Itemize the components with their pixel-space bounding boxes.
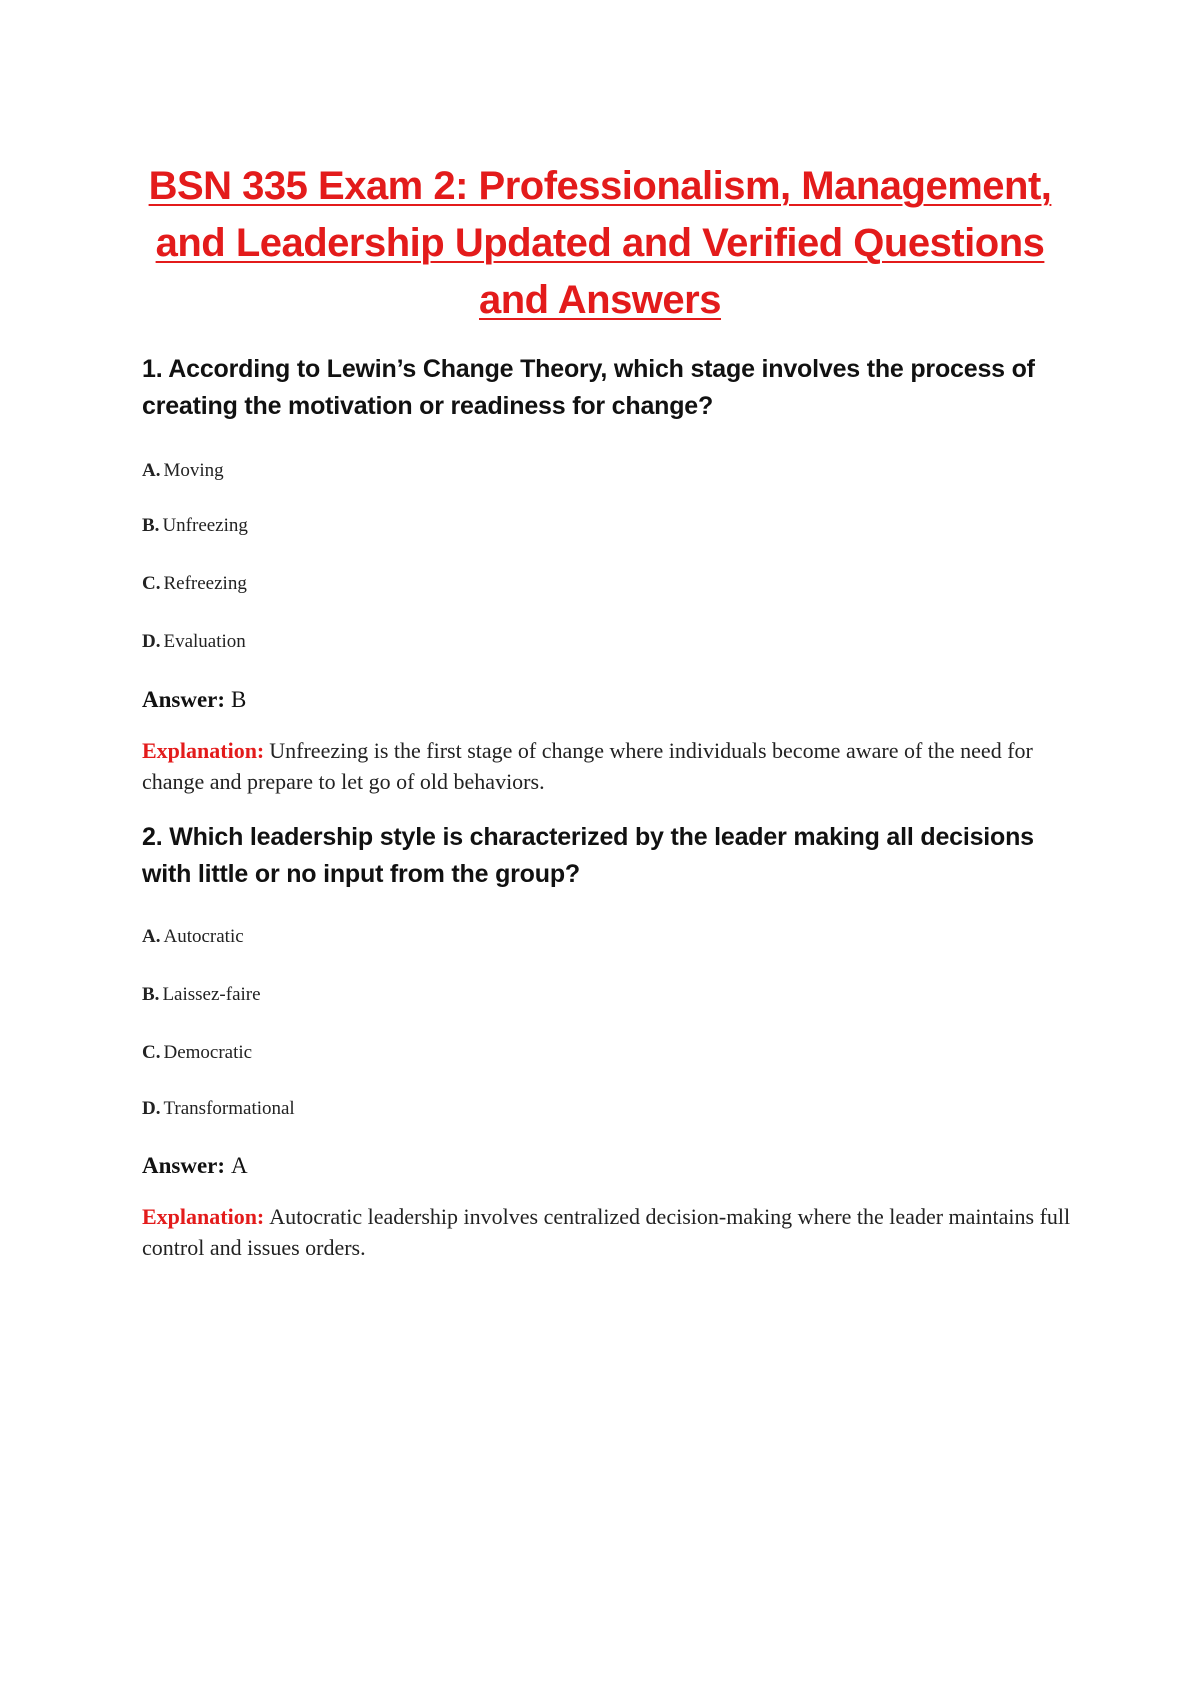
option-text: Democratic — [163, 1042, 253, 1063]
option-text: Refreezing — [163, 573, 247, 594]
answer-label: Answer: — [142, 1153, 226, 1178]
question-2-answer — [142, 1152, 248, 1180]
option-text: Laissez-faire — [162, 984, 261, 1005]
document-title: BSN 335 Exam 2: Professionalism, Management, and Leadership Updated and Verified Questions and Answers — [148, 164, 1052, 322]
option-letter: A. — [142, 926, 161, 947]
option-letter: D. — [142, 631, 161, 652]
question-2-option-d — [142, 1097, 295, 1121]
question-1-option-d — [142, 630, 246, 654]
explanation-label: Explanation: — [142, 738, 265, 763]
question-1-answer — [142, 686, 246, 714]
option-text: Moving — [163, 460, 224, 481]
explanation-text: Unfreezing is the first stage of change where individuals become aware of the need for change and prepare to let go of old behaviors. — [142, 738, 1033, 794]
option-text: Evaluation — [163, 631, 246, 652]
option-letter: C. — [142, 573, 161, 594]
option-letter: B. — [142, 515, 160, 536]
question-2-option-a — [142, 925, 244, 949]
question-2-option-c — [142, 1041, 252, 1065]
question-1-option-a — [142, 459, 224, 483]
option-letter: C. — [142, 1042, 161, 1063]
answer-value: A — [231, 1153, 248, 1178]
question-1-explanation — [142, 735, 1072, 797]
question-1-option-b — [142, 514, 248, 538]
explanation-label: Explanation: — [142, 1204, 265, 1229]
option-letter: D. — [142, 1098, 161, 1119]
explanation-text: Autocratic leadership involves centralized decision-making where the leader maintains full control and issues orders. — [142, 1204, 1071, 1260]
option-letter: A. — [142, 460, 161, 481]
answer-label: Answer: — [142, 687, 226, 712]
question-1-option-c — [142, 572, 247, 596]
question-1-text: 1. According to Lewin’s Change Theory, which stage involves the process of creating the motivation or readiness for change? — [142, 355, 1035, 420]
question-2-text: 2. Which leadership style is characterized by the leader making all decisions with little or no input from the group? — [142, 823, 1034, 888]
option-letter: B. — [142, 984, 160, 1005]
answer-value: B — [231, 687, 247, 712]
question-2-explanation — [142, 1201, 1072, 1263]
question-2-option-b — [142, 983, 261, 1007]
option-text: Autocratic — [163, 926, 244, 947]
option-text: Transformational — [163, 1098, 295, 1119]
option-text: Unfreezing — [162, 515, 248, 536]
